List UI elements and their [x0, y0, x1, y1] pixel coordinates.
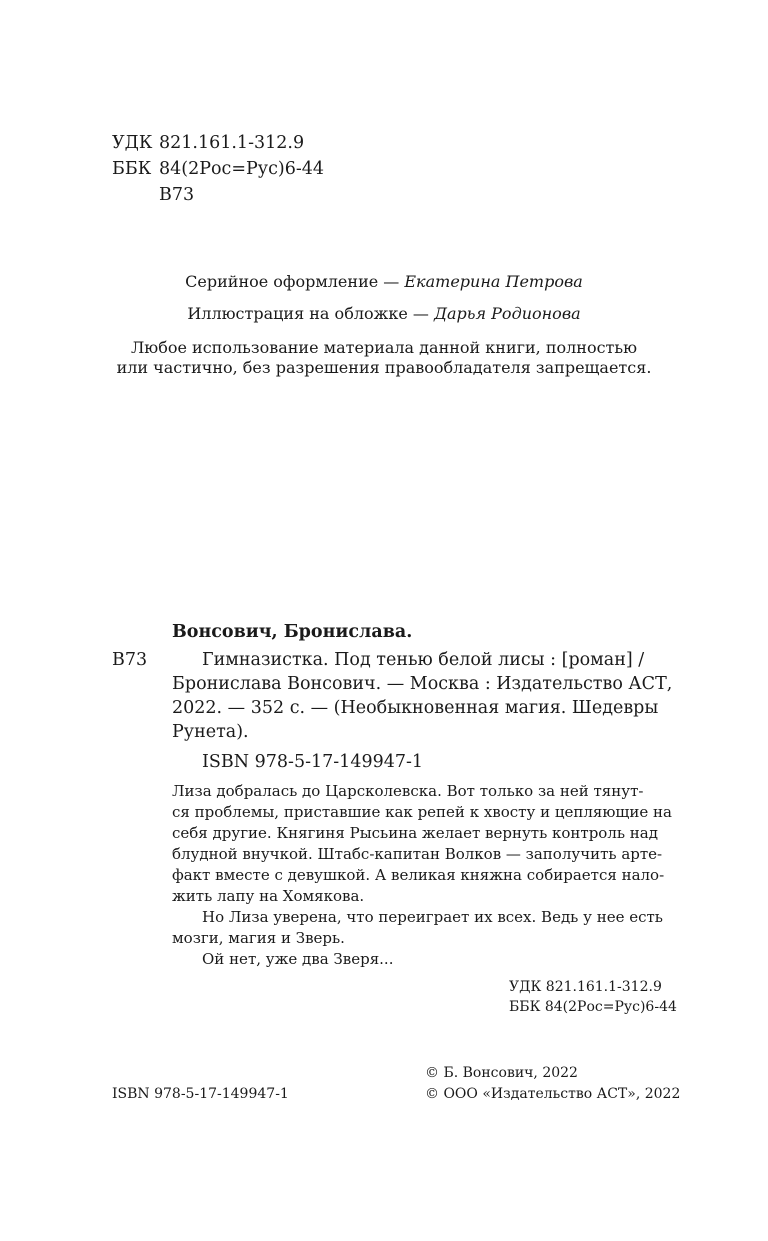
catalog-author-heading: Вонсович, Бронислава. — [172, 622, 413, 642]
copyright-author: © Б. Вонсович, 2022 — [425, 1065, 578, 1081]
bottom-isbn: ISBN 978-5-17-149947-1 — [112, 1086, 289, 1102]
bbk-value: 84(2Рос=Рус)6-44 — [159, 159, 325, 179]
annotation-line: жить лапу на Хомякова. — [172, 887, 365, 905]
illustration-credit-label: Иллюстрация на обложке — — [187, 304, 429, 323]
annotation-line: факт вместе с девушкой. А великая княжна собирается нало- — [172, 866, 665, 884]
catalog-author-sign: В73 — [112, 650, 148, 670]
catalog-isbn: ISBN 978-5-17-149947-1 — [202, 752, 424, 772]
annotation-line: Ой нет, уже два Зверя... — [202, 950, 394, 968]
bottom-udk: УДК 821.161.1-312.9 — [509, 979, 662, 995]
annotation-line: Но Лиза уверена, что переиграет их всех. Ведь у нее есть — [202, 908, 663, 926]
copyright-notice-line-1: Любое использование материала данной книги, полностью — [130, 338, 638, 357]
catalog-entry-line-1: Гимназистка. Под тенью белой лисы : [роман] / — [202, 650, 645, 670]
design-credit-label: Серийное оформление — — [185, 272, 400, 291]
copyright-publisher: © ООО «Издательство АСТ», 2022 — [425, 1086, 681, 1102]
annotation-line: Лиза добралась до Царсколевска. Вот только за ней тянут- — [172, 782, 644, 800]
annotation-line: мозги, магия и Зверь. — [172, 929, 345, 947]
bottom-bbk: ББК 84(2Рос=Рус)6-44 — [509, 999, 677, 1015]
design-credit-name: Екатерина Петрова — [404, 272, 583, 291]
annotation-line: блудной внучкой. Штабс-капитан Волков — заполучить арте- — [172, 845, 663, 863]
udk-label: УДК — [112, 133, 153, 153]
bbk-label: ББК — [112, 159, 152, 179]
design-credit — [0, 272, 768, 291]
copyright-notice-line-2: или частично, без разрешения правообладателя запрещается. — [116, 358, 652, 377]
catalog-entry-line-2: Бронислава Вонсович. — Москва : Издательство АСТ, — [172, 674, 673, 694]
illustration-credit — [0, 304, 768, 323]
catalog-entry-line-4: Рунета). — [172, 722, 249, 742]
annotation-line: себя другие. Княгиня Рысьина желает вернуть контроль над — [172, 824, 658, 842]
illustration-credit-name: Дарья Родионова — [433, 304, 581, 323]
udk-value: 821.161.1-312.9 — [159, 133, 305, 153]
annotation-line: ся проблемы, приставшие как репей к хвосту и цепляющие на — [172, 803, 672, 821]
catalog-entry-line-3: 2022. — 352 с. — (Необыкновенная магия. Шедевры — [172, 698, 659, 718]
author-sign: В73 — [159, 185, 195, 205]
